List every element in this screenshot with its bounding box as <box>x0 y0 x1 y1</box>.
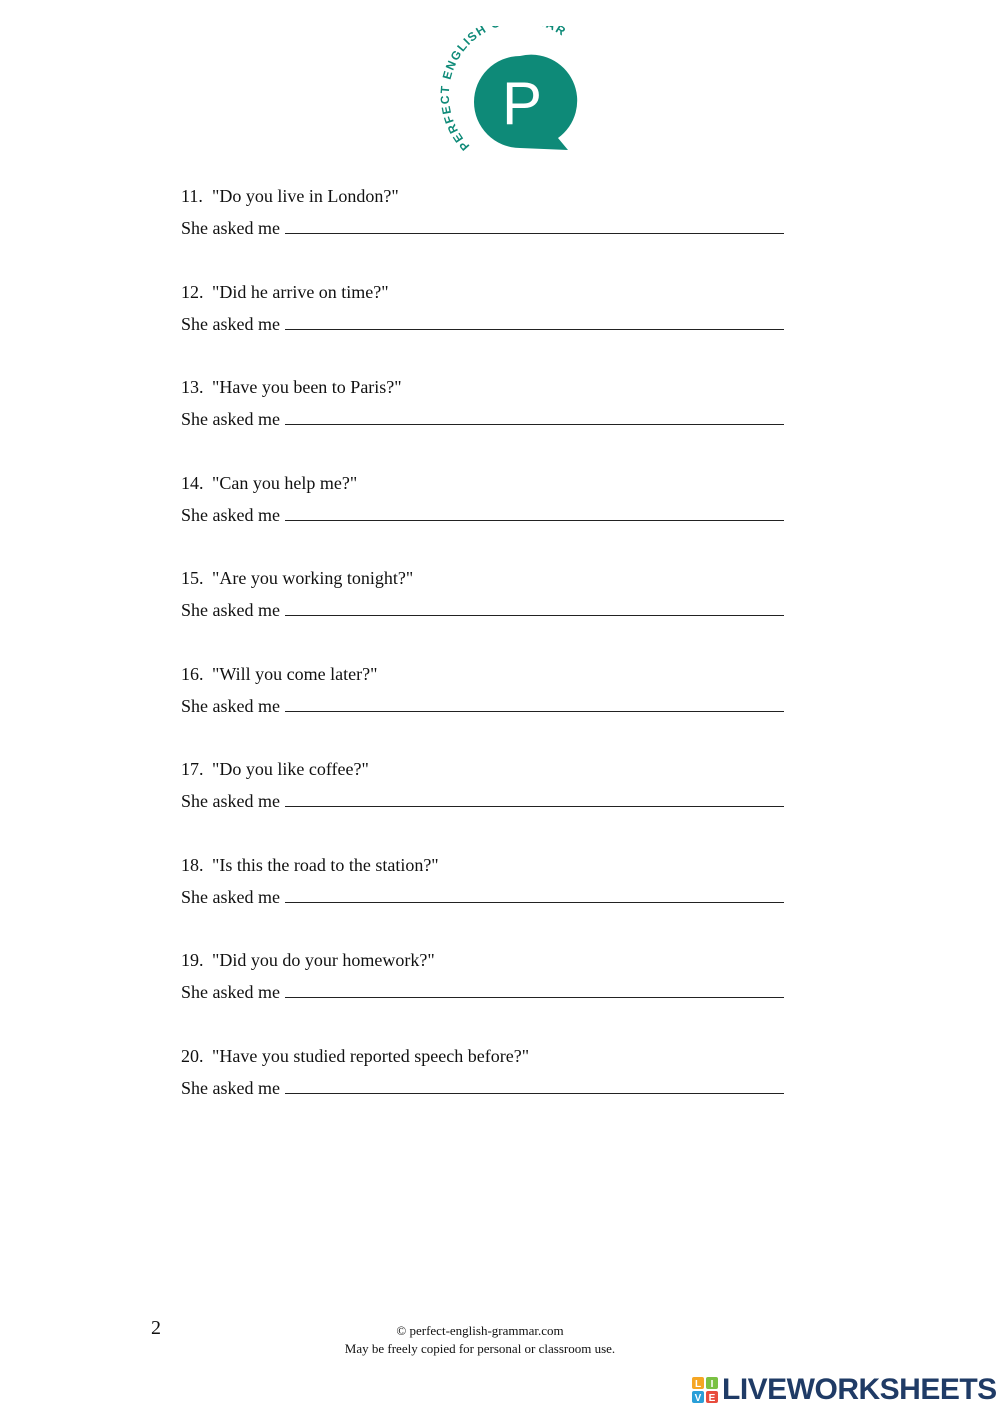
answer-prefix: She asked me <box>181 600 280 620</box>
question <box>181 1042 529 1070</box>
question <box>181 755 369 783</box>
question-text: "Did he arrive on time?" <box>212 281 389 302</box>
question-number: 12. <box>181 281 204 302</box>
question-number: 11. <box>181 186 203 206</box>
question-number: 15. <box>181 568 204 588</box>
exercise-item <box>181 373 801 469</box>
answer-row <box>181 692 784 720</box>
answer-prefix: She asked me <box>181 982 280 1002</box>
question-number: 20. <box>181 1045 204 1066</box>
exercise-item <box>181 946 801 1042</box>
footer-copyright: © perfect-english-grammar.com <box>396 1323 564 1338</box>
question <box>181 469 357 497</box>
question <box>181 660 377 688</box>
exercise-item <box>181 182 801 278</box>
question <box>181 851 439 879</box>
answer-prefix: She asked me <box>181 886 280 907</box>
answer-prefix: She asked me <box>181 313 280 334</box>
answer-prefix: She asked me <box>181 791 280 811</box>
footer-license: May be freely copied for personal or classroom use. <box>344 1341 616 1356</box>
question-text: "Is this the road to the station?" <box>212 854 439 875</box>
exercise-item <box>181 564 801 660</box>
answer-prefix: She asked me <box>181 409 280 429</box>
answer-blank[interactable] <box>285 406 784 425</box>
answer-row <box>181 1074 784 1102</box>
exercise-item <box>181 660 801 756</box>
answer-row <box>181 405 784 433</box>
exercise-item <box>181 851 801 947</box>
answer-blank[interactable] <box>285 597 784 616</box>
answer-row <box>181 883 784 911</box>
question-text: "Do you live in London?" <box>212 186 399 206</box>
logo-letter: P <box>501 70 543 137</box>
exercise-item <box>181 278 801 374</box>
question-text: "Do you like coffee?" <box>212 759 369 779</box>
answer-row <box>181 596 784 624</box>
question <box>181 564 413 592</box>
answer-blank[interactable] <box>285 311 784 330</box>
answer-row <box>181 978 784 1006</box>
exercise-item <box>181 755 801 851</box>
answer-prefix: She asked me <box>181 218 280 238</box>
answer-blank[interactable] <box>285 884 784 903</box>
answer-blank[interactable] <box>285 979 784 998</box>
liveworksheets-watermark <box>692 1374 997 1406</box>
question <box>181 946 435 974</box>
question-number: 19. <box>181 950 204 970</box>
question-text: "Will you come later?" <box>212 663 378 684</box>
exercise-list <box>181 182 801 1137</box>
question-text: "Are you working tonight?" <box>212 568 414 588</box>
exercise-item <box>181 1042 801 1138</box>
liveworksheets-logo-icon <box>692 1377 718 1403</box>
question-number: 17. <box>181 759 204 779</box>
answer-blank[interactable] <box>285 788 784 807</box>
question <box>181 278 389 306</box>
question-number: 16. <box>181 663 204 684</box>
answer-row <box>181 214 784 242</box>
answer-blank[interactable] <box>285 1075 784 1094</box>
svg-text:E: E <box>708 1393 716 1403</box>
question <box>181 182 399 210</box>
answer-blank[interactable] <box>285 502 784 521</box>
logo-brand-text: PERFE ENGLISH R <box>440 26 570 154</box>
question-number: 18. <box>181 854 204 875</box>
answer-prefix: She asked me <box>181 504 280 525</box>
answer-blank[interactable] <box>285 693 784 712</box>
question-text: "Have you been to Paris?" <box>212 377 402 397</box>
answer-prefix: She asked me <box>181 1077 280 1098</box>
answer-row <box>181 501 784 529</box>
svg-text:V: V <box>694 1393 702 1403</box>
liveworksheets-text: LIVEWORKSHEETS <box>722 1373 997 1406</box>
answer-prefix: She asked me <box>181 695 280 716</box>
answer-row <box>181 310 784 338</box>
answer-blank[interactable] <box>285 215 784 234</box>
answer-row <box>181 787 784 815</box>
exercise-item <box>181 469 801 565</box>
svg-text:I: I <box>710 1379 714 1390</box>
question-number: 13. <box>181 377 204 397</box>
question-number: 14. <box>181 472 204 493</box>
page-number: 2 <box>151 1317 161 1339</box>
question-text: "Can you help me?" <box>212 472 358 493</box>
question-text: "Did you do your homework?" <box>212 950 435 970</box>
footer <box>300 1322 660 1358</box>
question <box>181 373 402 401</box>
svg-text:L: L <box>694 1379 702 1390</box>
question-text: "Have you studied reported speech before?" <box>212 1045 530 1066</box>
perfect-english-grammar-logo <box>440 26 580 156</box>
